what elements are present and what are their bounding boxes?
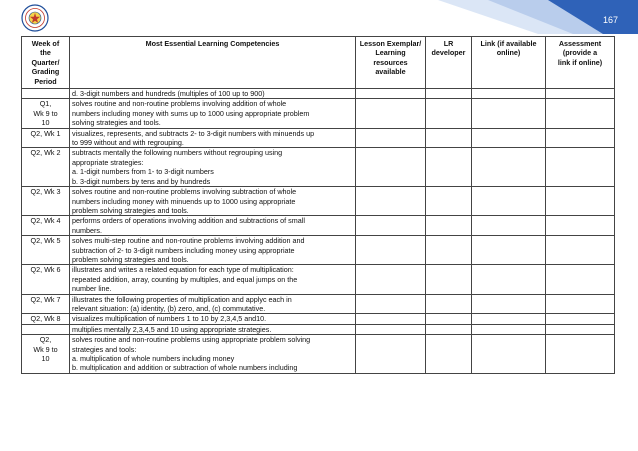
empty-cell (356, 335, 426, 374)
week-line: Q1, (39, 99, 52, 109)
empty-cell (426, 187, 472, 216)
empty-cell (472, 314, 546, 324)
competency-line: solves routine and non-routine problems involving addition of whole (72, 99, 287, 109)
competency-line: multiplies mentally 2,3,4,5 and 10 using appropriate strategies. (72, 324, 272, 334)
week-cell (22, 236, 70, 265)
week-cell (22, 89, 70, 99)
competency-line: problem solving strategies and tools. (72, 254, 189, 264)
competency-line: visualizes, represents, and subtracts 2- to 3-digit numbers with minuends up (72, 128, 315, 138)
empty-cell (426, 314, 472, 324)
competency-line: appropriate strategies: (72, 157, 144, 167)
empty-cell (356, 89, 426, 99)
table-row (22, 187, 615, 216)
competency-line: illustrates and writes a related equation for each type of multiplication: (72, 265, 294, 275)
empty-cell (472, 99, 546, 128)
competency-table (21, 36, 615, 374)
week-line: Q2, Wk 3 (30, 187, 61, 197)
deped-seal-icon (21, 4, 49, 32)
week-cell (22, 128, 70, 148)
empty-cell (546, 99, 615, 128)
table-row (22, 89, 615, 99)
competency-line: b. 3-digit numbers by tens and by hundreds (72, 176, 211, 186)
empty-cell (546, 89, 615, 99)
header-week (22, 37, 70, 89)
page-number: 167 (602, 15, 618, 25)
header-line: (provide a (562, 48, 598, 58)
header-line: Grading (31, 67, 60, 77)
competency-line: solving strategies and tools. (72, 118, 161, 128)
table-row (22, 236, 615, 265)
header-line: online) (496, 48, 521, 58)
week-line: Q2, Wk 6 (30, 265, 61, 275)
empty-cell (472, 236, 546, 265)
header-line: Week of (31, 39, 60, 48)
week-cell (22, 265, 70, 294)
competency-line: solves routine and non-routine problems using appropriate problem solving (72, 335, 311, 345)
empty-cell (546, 128, 615, 148)
week-line: Q2, Wk 4 (30, 216, 61, 226)
empty-cell (426, 294, 472, 314)
table-row (22, 128, 615, 148)
empty-cell (426, 216, 472, 236)
empty-cell (426, 324, 472, 334)
competency-line: solves multi-step routine and non-routine problems involving addition and (72, 236, 305, 246)
empty-cell (356, 128, 426, 148)
competency-line: b. multiplication and addition or subtraction of whole numbers including (72, 363, 298, 373)
header-line: Learning (375, 48, 406, 58)
empty-cell (472, 294, 546, 314)
empty-cell (472, 128, 546, 148)
week-cell (22, 99, 70, 128)
header-assessment (546, 37, 615, 89)
competency-cell (70, 99, 356, 128)
competency-line: problem solving strategies and tools. (72, 205, 189, 215)
week-cell (22, 324, 70, 334)
competency-cell (70, 187, 356, 216)
competency-line: illustrates the following properties of multiplication and applyc each in (72, 294, 292, 304)
empty-cell (356, 148, 426, 187)
header-line: developer (431, 48, 466, 58)
competency-line: to 999 without and with regrouping. (72, 138, 184, 148)
week-line: Q2, Wk 2 (30, 148, 61, 158)
empty-cell (426, 148, 472, 187)
empty-cell (472, 335, 546, 374)
week-line: 10 (41, 354, 50, 363)
week-line: Wk 9 to (33, 108, 58, 118)
empty-cell (426, 99, 472, 128)
header-link (472, 37, 546, 89)
header-lr (426, 37, 472, 89)
header-line: Quarter/ (31, 57, 60, 67)
week-line: Q2, Wk 8 (30, 314, 61, 324)
empty-cell (426, 128, 472, 148)
table-body (22, 89, 615, 374)
table-header-row (22, 37, 615, 89)
empty-cell (426, 236, 472, 265)
week-cell (22, 216, 70, 236)
week-cell (22, 148, 70, 187)
empty-cell (356, 314, 426, 324)
table-row (22, 265, 615, 294)
empty-cell (472, 148, 546, 187)
empty-cell (546, 265, 615, 294)
empty-cell (546, 187, 615, 216)
competency-line: solves routine and non-routine problems involving subtraction of whole (72, 187, 297, 197)
competency-cell (70, 294, 356, 314)
table-row (22, 148, 615, 187)
competency-cell (70, 314, 356, 324)
week-cell (22, 187, 70, 216)
week-line: Q2, Wk 7 (30, 294, 61, 304)
week-line: 10 (41, 118, 50, 128)
competency-line: performs orders of operations involving addition and subtractions of small (72, 216, 305, 226)
header-line: link if online) (557, 57, 603, 67)
empty-cell (356, 187, 426, 216)
week-line: Q2, (39, 335, 52, 345)
empty-cell (356, 236, 426, 265)
competency-line: a. multiplication of whole numbers including money (72, 354, 235, 363)
empty-cell (546, 216, 615, 236)
empty-cell (356, 99, 426, 128)
competency-line: d. 3-digit numbers and hundreds (multiples of 100 up to 900) (72, 89, 265, 99)
table-row (22, 99, 615, 128)
competency-line: strategies and tools: (72, 344, 137, 354)
empty-cell (546, 148, 615, 187)
header-line: Assessment (558, 39, 602, 48)
header-line: resources (373, 57, 408, 67)
empty-cell (472, 216, 546, 236)
empty-cell (426, 335, 472, 374)
table-row (22, 294, 615, 314)
competency-cell (70, 89, 356, 99)
empty-cell (546, 335, 615, 374)
week-line: Q2, Wk 1 (30, 128, 61, 138)
empty-cell (472, 324, 546, 334)
header-line: the (40, 48, 51, 58)
week-cell (22, 294, 70, 314)
competency-cell (70, 236, 356, 265)
header-line: Lesson Exemplar/ (359, 39, 422, 48)
empty-cell (472, 89, 546, 99)
competency-cell (70, 324, 356, 334)
competency-cell (70, 128, 356, 148)
empty-cell (426, 265, 472, 294)
competency-line: subtraction of 2- to 3-digit numbers including money using appropriate (72, 245, 295, 255)
competency-line: visualizes multiplication of numbers 1 to 10 by 2,3,4,5 and10. (72, 314, 267, 324)
header-competencies (70, 37, 356, 89)
week-cell (22, 314, 70, 324)
competency-line: number line. (72, 284, 112, 294)
header-line: LR (443, 39, 454, 48)
header-line: Most Essential Learning Competencies (145, 39, 280, 48)
header-line: Period (34, 76, 57, 86)
empty-cell (356, 216, 426, 236)
empty-cell (546, 294, 615, 314)
empty-cell (472, 265, 546, 294)
table-row (22, 216, 615, 236)
table-row (22, 335, 615, 374)
table-row (22, 314, 615, 324)
empty-cell (356, 294, 426, 314)
header-lesson (356, 37, 426, 89)
empty-cell (426, 89, 472, 99)
competency-line: a. 1-digit numbers from 1- to 3-digit numbers (72, 167, 214, 177)
table-row (22, 324, 615, 334)
empty-cell (356, 265, 426, 294)
empty-cell (546, 314, 615, 324)
competency-line: relevant situation: (a) identity, (b) zero, and, (c) commutative. (72, 303, 266, 313)
header-line: available (375, 67, 406, 77)
empty-cell (472, 187, 546, 216)
week-line: Wk 9 to (33, 344, 58, 354)
competency-cell (70, 148, 356, 187)
competency-line: numbers including money with minuends up to 1000 using appropriate (72, 196, 296, 206)
empty-cell (356, 324, 426, 334)
week-cell (22, 335, 70, 374)
week-line: Q2, Wk 5 (30, 236, 61, 246)
competency-line: subtracts mentally the following numbers without regrouping using (72, 148, 283, 158)
competency-cell (70, 216, 356, 236)
competency-line: numbers including money with sums up to 1000 using appropriate problem (72, 108, 310, 118)
competency-cell (70, 265, 356, 294)
empty-cell (546, 236, 615, 265)
header-line: Link (if available (480, 39, 537, 48)
empty-cell (546, 324, 615, 334)
competency-line: numbers. (72, 225, 102, 235)
competency-line: repeated addition, array, counting by multiples, and equal jumps on the (72, 274, 298, 284)
competency-cell (70, 335, 356, 374)
